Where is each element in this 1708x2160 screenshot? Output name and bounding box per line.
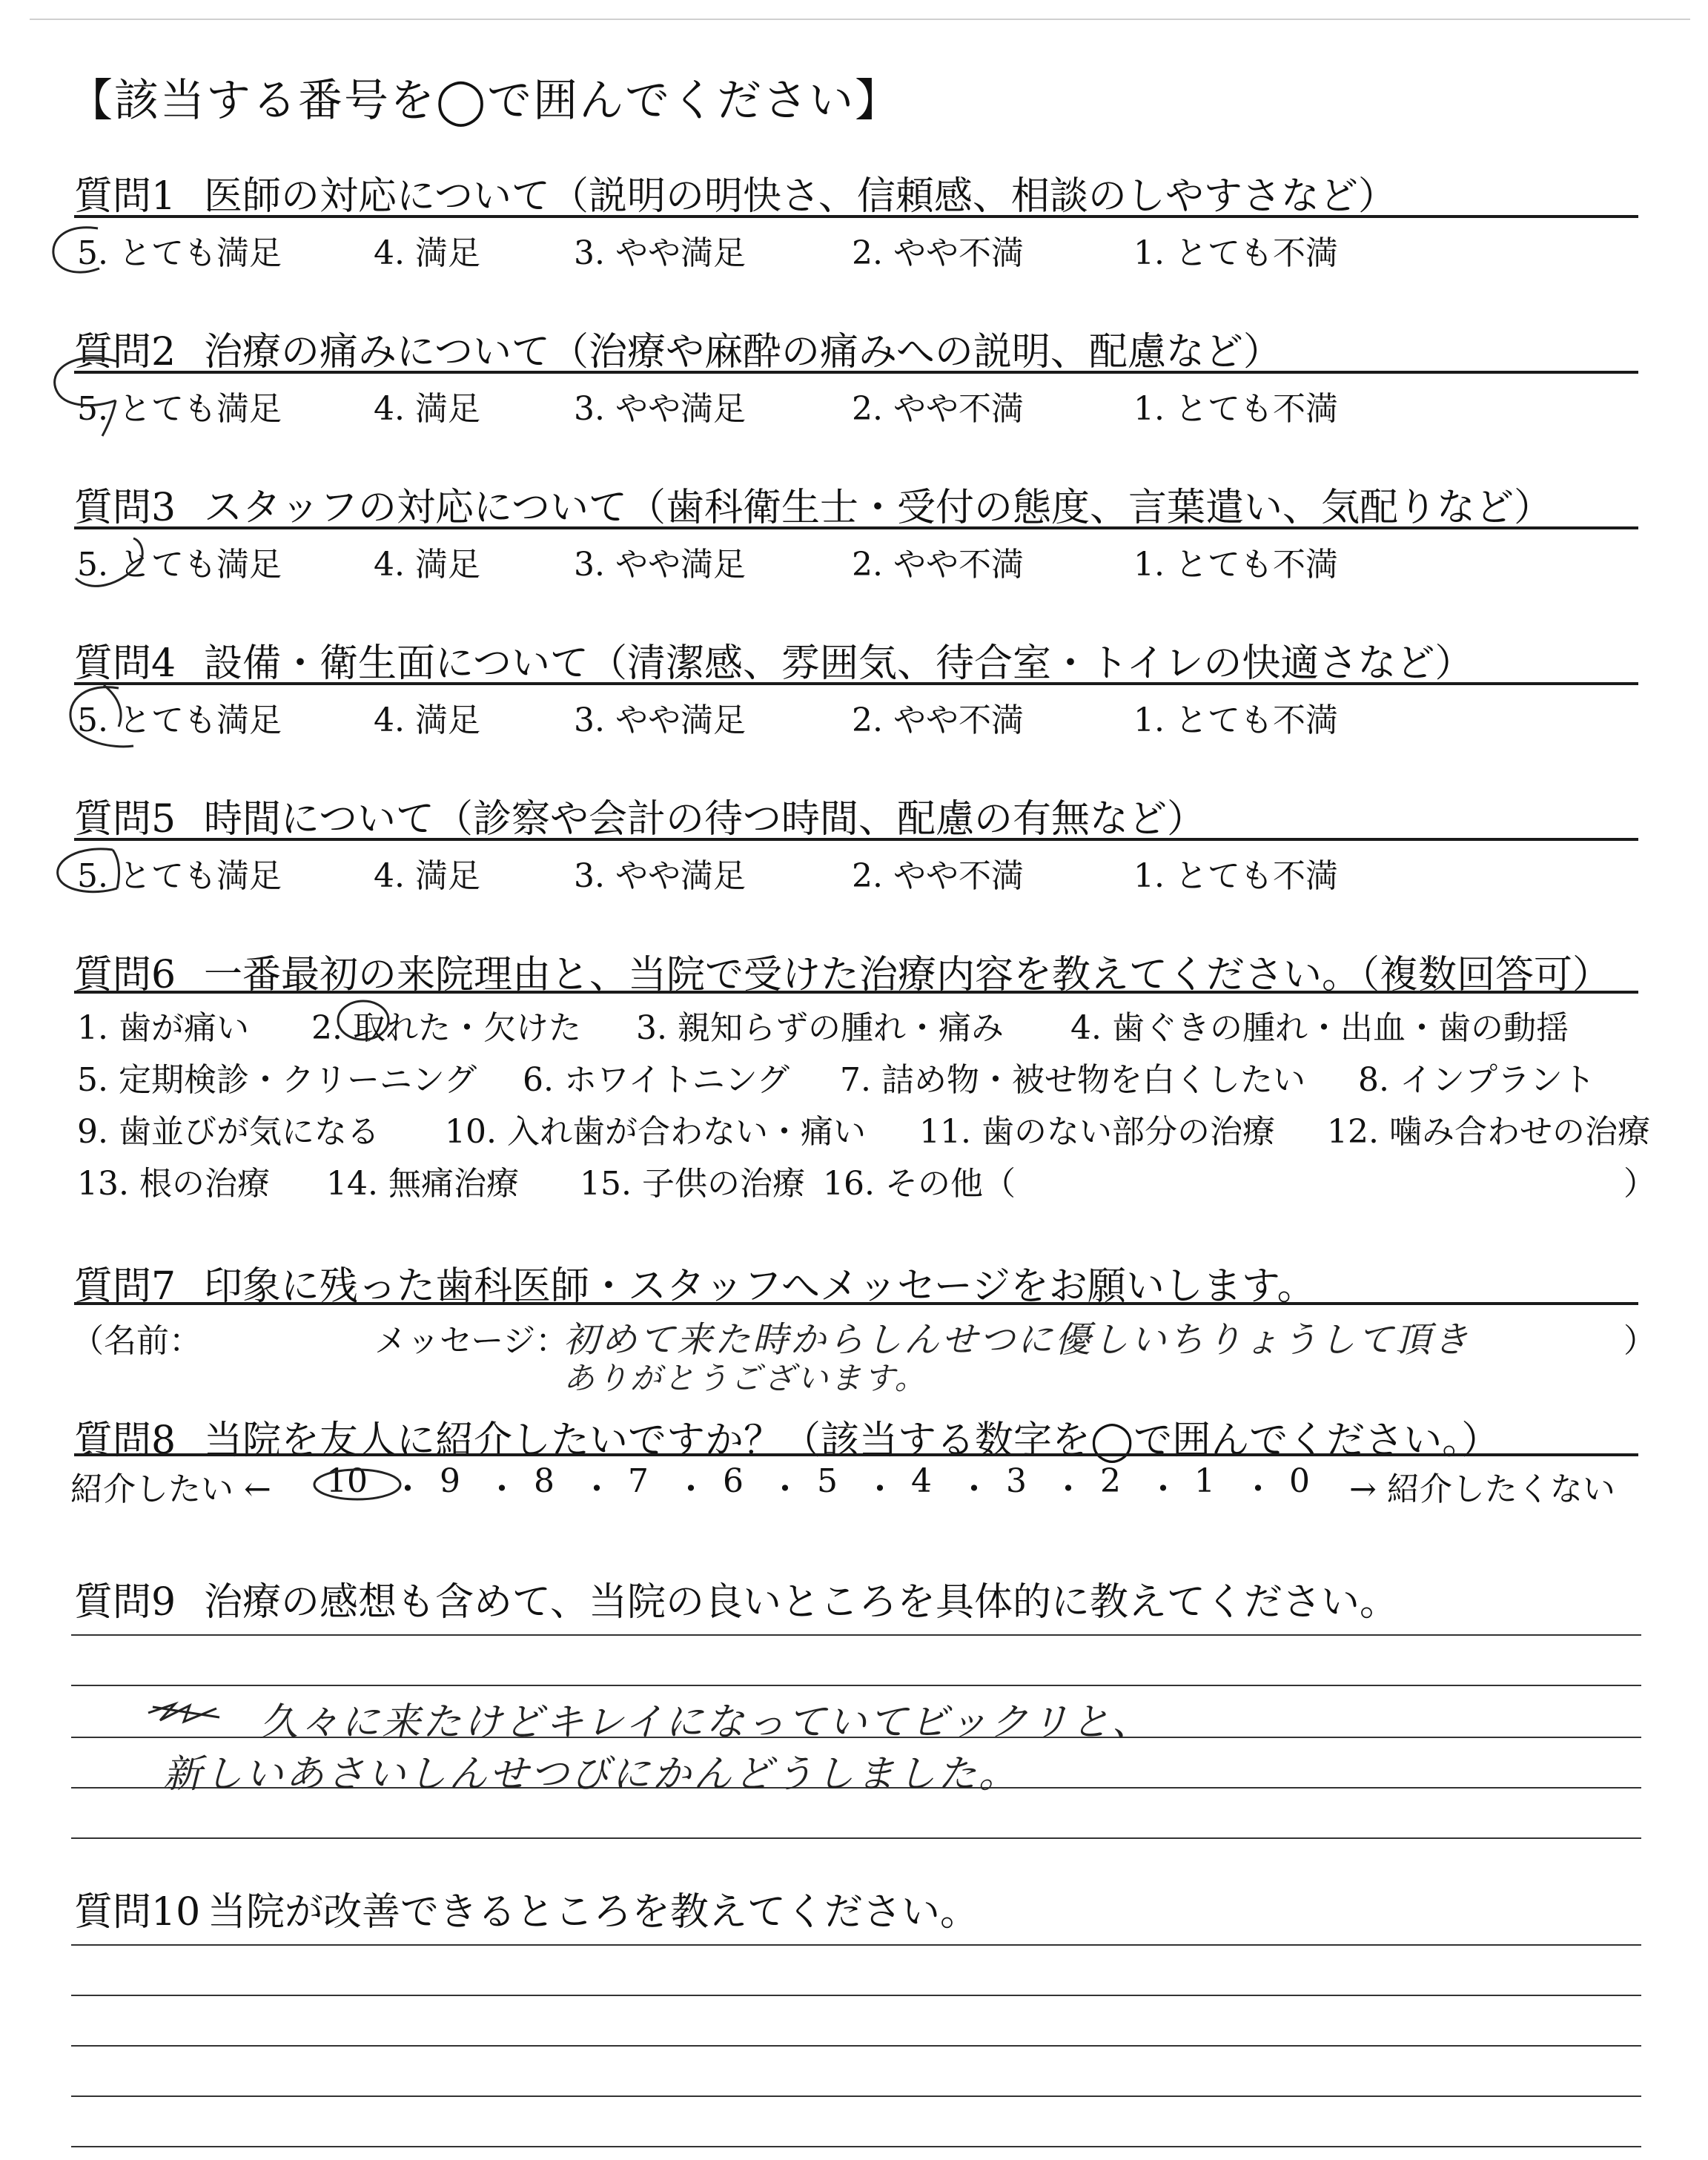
q10-line-2 [71,1995,1641,1996]
q3-option-1[interactable]: 1. とても不満 [1133,546,1338,584]
q10-line-1 [71,1944,1641,1946]
q8-circle-mark [311,1464,408,1511]
q5-option-4[interactable]: 4. 満足 [374,857,480,895]
q8-separator: ・ [1147,1470,1179,1508]
q8-scale-2[interactable]: 2 [1100,1462,1121,1500]
q7-name-label: （名前： [71,1322,202,1360]
q8-separator: ・ [580,1470,613,1508]
q2-option-4[interactable]: 4. 満足 [374,390,480,428]
top-border [30,19,1690,20]
q3-number: 質問3 [74,486,176,530]
q7-message-line-2: ありがとうございます。 [563,1360,928,1396]
q5-circle-mark [49,845,130,908]
q6-item-9[interactable]: 9. 歯並びが気になる [77,1113,380,1151]
q6-item-10[interactable]: 10. 入れ歯が合わない・痛い [445,1113,866,1151]
q6-item-1[interactable]: 1. 歯が痛い [77,1009,249,1047]
q3-circle-mark [68,534,157,604]
q7-text: 印象に残った歯科医師・スタッフへメッセージをお願いします。 [204,1264,1316,1309]
q3-option-2[interactable]: 2. やや不満 [852,546,1024,584]
q8-separator: ・ [1242,1470,1274,1508]
q10-line-3 [71,2045,1641,2047]
q8-separator: ・ [769,1470,801,1508]
q1-rule [74,215,1638,218]
q6-item-14[interactable]: 14. 無痛治療 [326,1165,519,1203]
q2-option-5[interactable]: 5. とても満足 [77,390,282,428]
q5-title [74,787,1205,843]
q2-title [74,320,1282,376]
q8-rule [74,1453,1638,1456]
q8-scale-5[interactable]: 5 [817,1462,838,1500]
q10-text: 当院が改善できるところを教えてください。 [208,1890,979,1935]
q9-line-1 [71,1634,1641,1636]
q8-separator: ・ [391,1470,424,1508]
q8-separator: ・ [675,1470,707,1508]
q2-rule [74,371,1638,374]
q1-option-5[interactable]: 5. とても満足 [77,234,282,272]
q6-circle-mark [335,997,394,1051]
q5-option-3[interactable]: 3. やや満足 [574,857,746,895]
q7-rule [74,1302,1638,1305]
q8-text: 当院を友人に紹介したいですか？（該当する数字を◯で囲んでください。） [204,1418,1500,1463]
q6-rule [74,991,1638,994]
q9-answer-line-2: 新しいあさいしんせつびにかんどうしました。 [163,1752,1020,1797]
q9-answer-line-1: 久々に来たけどキレイになっていてビックリと、 [259,1700,1153,1745]
q4-option-5[interactable]: 5. とても満足 [77,701,282,739]
q6-number: 質問6 [74,953,176,997]
q10-title [74,1880,979,1936]
q5-option-2[interactable]: 2. やや不満 [852,857,1024,895]
q8-scale-7[interactable]: 7 [628,1462,649,1500]
q8-separator: ・ [1052,1470,1085,1508]
q8-separator: ・ [958,1470,990,1508]
q7-number: 質問7 [74,1264,176,1309]
q3-option-4[interactable]: 4. 満足 [374,546,480,584]
q9-scribble-mark [145,1698,227,1731]
q7-message-label: メッセージ： [374,1322,569,1360]
q6-item-7[interactable]: 7. 詰め物・被せ物を白くしたい [840,1061,1305,1099]
q5-text: 時間について（診察や会計の待つ時間、配慮の有無など） [204,797,1205,842]
q2-number: 質問2 [74,330,176,374]
q6-item-3[interactable]: 3. 親知らずの腫れ・痛み [636,1009,1004,1047]
q5-number: 質問5 [74,797,176,842]
q6-item-15[interactable]: 15. 子供の治療 [580,1165,805,1203]
q4-text: 設備・衛生面について（清潔感、雰囲気、待合室・トイレの快適さなど） [204,641,1474,686]
q8-scale-4[interactable]: 4 [911,1462,932,1500]
q5-option-1[interactable]: 1. とても不満 [1133,857,1338,895]
q8-scale-9[interactable]: 9 [440,1462,460,1500]
q3-option-5[interactable]: 5. とても満足 [77,546,282,584]
q2-circle-mark [44,349,126,440]
q9-number: 質問9 [74,1580,176,1625]
q10-line-5 [71,2146,1641,2147]
q8-scale-3[interactable]: 3 [1006,1462,1027,1500]
q6-item-11[interactable]: 11. 歯のない部分の治療 [919,1113,1275,1151]
q9-line-2 [71,1685,1641,1686]
q6-item-13[interactable]: 13. 根の治療 [77,1165,270,1203]
q1-option-1[interactable]: 1. とても不満 [1133,234,1338,272]
q8-scale-6[interactable]: 6 [723,1462,744,1500]
q8-left-label: 紹介したい ← [70,1470,271,1508]
q2-option-2[interactable]: 2. やや不満 [852,390,1024,428]
q8-scale-1[interactable]: 1 [1194,1462,1215,1500]
q2-option-1[interactable]: 1. とても不満 [1133,390,1338,428]
q3-text: スタッフの対応について（歯科衛生士・受付の態度、言葉遣い、気配りなど） [204,486,1552,530]
q6-other-close-paren: ） [1623,1165,1656,1203]
q4-option-1[interactable]: 1. とても不満 [1133,701,1338,739]
q4-option-2[interactable]: 2. やや不満 [852,701,1024,739]
q4-number: 質問4 [74,641,176,686]
q9-line-5 [71,1837,1641,1839]
q4-title [74,632,1473,687]
q1-option-2[interactable]: 2. やや不満 [852,234,1024,272]
q10-line-4 [71,2095,1641,2097]
q9-title [74,1571,1398,1626]
q2-text: 治療の痛みについて（治療や麻酔の痛みへの説明、配慮など） [204,330,1282,374]
q3-option-3[interactable]: 3. やや満足 [574,546,746,584]
q4-option-3[interactable]: 3. やや満足 [574,701,746,739]
q1-text: 医師の対応について（説明の明快さ、信頼感、相談のしやすさなど） [204,174,1397,219]
q6-item-16[interactable]: 16. その他（ [823,1165,1016,1203]
q6-item-4[interactable]: 4. 歯ぐきの腫れ・出血・歯の動揺 [1070,1009,1569,1047]
q10-number: 質問10 [74,1890,201,1935]
q8-right-label: → 紹介したくない [1349,1470,1615,1508]
q3-title [74,476,1552,532]
q4-circle-mark [59,682,141,759]
q5-rule [74,838,1638,841]
q1-option-3[interactable]: 3. やや満足 [574,234,746,272]
q8-scale-10[interactable]: 10 [326,1462,368,1500]
q7-message-line-1: 初めて来た時からしんせつに優しいちりょうして頂き [563,1319,1472,1361]
q4-rule [74,682,1638,685]
q1-number: 質問1 [74,174,176,219]
q6-item-8[interactable]: 8. インプラント [1358,1061,1595,1099]
q2-option-3[interactable]: 3. やや満足 [574,390,746,428]
q8-scale-0[interactable]: 0 [1289,1462,1310,1500]
q5-option-5[interactable]: 5. とても満足 [77,857,282,895]
q6-item-2[interactable]: 2. 取れた・欠けた [311,1009,581,1047]
form-heading: 【該当する番号を◯で囲んでください】 [68,75,901,127]
q8-number: 質問8 [74,1418,176,1463]
q8-scale-8[interactable]: 8 [534,1462,555,1500]
q9-text: 治療の感想も含めて、当院の良いところを具体的に教えてください。 [204,1580,1398,1625]
q6-item-6[interactable]: 6. ホワイトニング [523,1061,790,1099]
q6-text: 一番最初の来院理由と、当院で受けた治療内容を教えてください。（複数回答可） [204,953,1612,997]
q3-rule [74,526,1638,529]
q8-separator: ・ [864,1470,896,1508]
q1-circle-mark [46,222,113,285]
q8-separator: ・ [486,1470,518,1508]
q1-option-4[interactable]: 4. 満足 [374,234,480,272]
q4-option-4[interactable]: 4. 満足 [374,701,480,739]
q7-close-paren: ） [1623,1322,1656,1360]
q6-item-5[interactable]: 5. 定期検診・クリーニング [77,1061,477,1099]
q1-title [74,165,1397,220]
q6-item-12[interactable]: 12. 噛み合わせの治療 [1327,1113,1650,1151]
